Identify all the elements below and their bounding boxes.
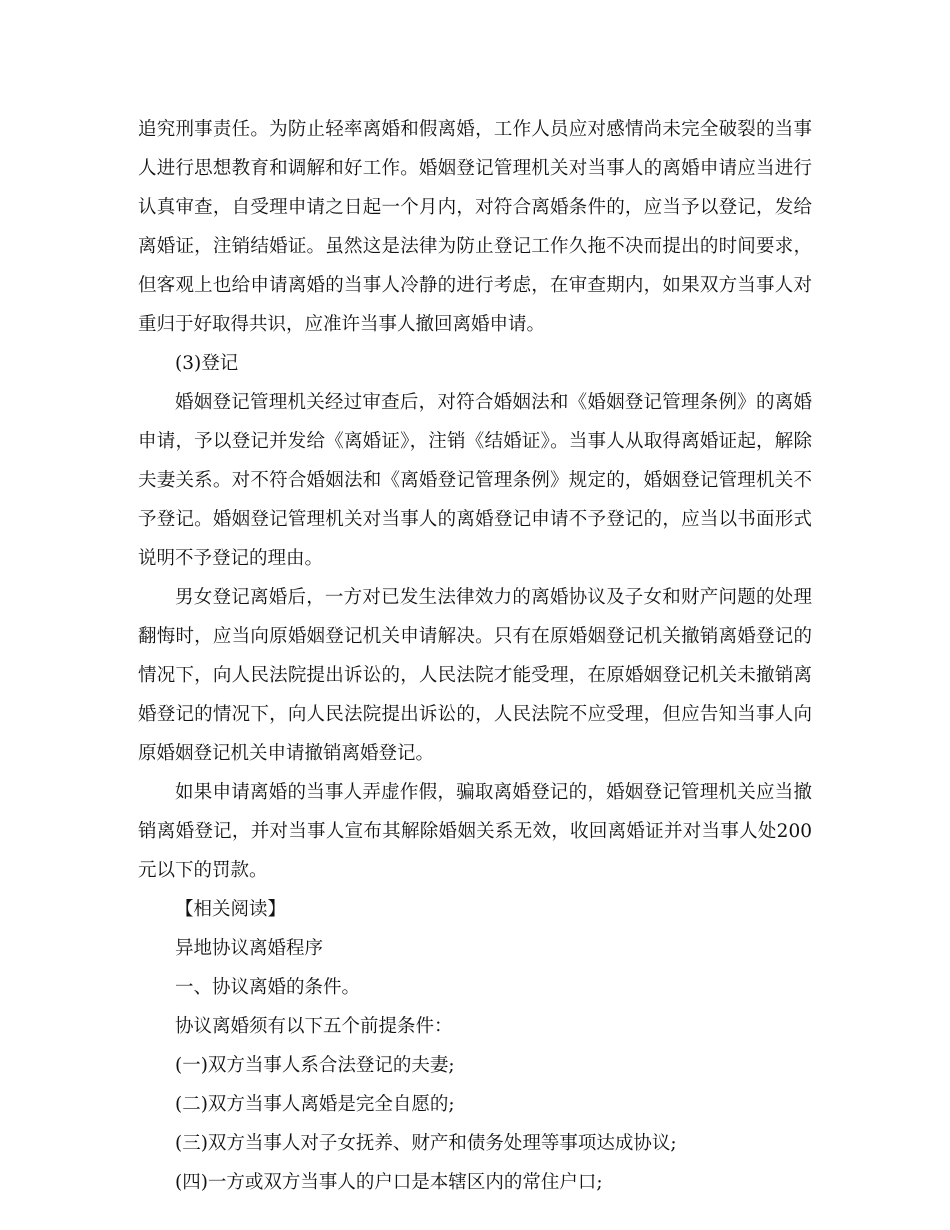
section-heading-conditions: 一、协议离婚的条件。 bbox=[175, 977, 361, 998]
paragraph-review: 追究刑事责任。为防止轻率离婚和假离婚，工作人员应对感情尚未完全破裂的当事人进行思想教育和调解和好工作。婚姻登记管理机关对当事人的离婚申请应当进行认真审查，自受理申请之日起一个月内，对符合离婚条件的，应当予以登记，发给离婚证，注销结婚证。虽然这是法律为防止登记工作久拖不决而提出的时间要求，但客观上也给申请离婚的当事人冷静的进行考虑，在审查期内，如果双方当事人对重归于好取得共识，应准许当事人撤回离婚申请。 bbox=[138, 119, 812, 335]
related-reading-label: 【相关阅读】 bbox=[175, 899, 287, 920]
condition-item-4: (四)一方或双方当事人的户口是本辖区内的常住户口; bbox=[175, 1172, 603, 1193]
document-body bbox=[138, 110, 812, 1202]
paragraph-registration: 婚姻登记管理机关经过审查后，对符合婚姻法和《婚姻登记管理条例》的离婚申请，予以登记并发给《离婚证》，注销《结婚证》。当事人从取得离婚证起，解除夫妻关系。对不符合婚姻法和《离婚登记管理条例》规定的，婚姻登记管理机关不予登记。婚姻登记管理机关对当事人的离婚登记申请不予登记的，应当以书面形式说明不予登记的理由。 bbox=[138, 392, 812, 569]
conditions-intro: 协议离婚须有以下五个前提条件： bbox=[175, 1016, 453, 1037]
paragraph-fraud: 如果申请离婚的当事人弄虚作假，骗取离婚登记的，婚姻登记管理机关应当撤销离婚登记，并对当事人宣布其解除婚姻关系无效，收回离婚证并对当事人处200元以下的罚款。 bbox=[138, 782, 812, 881]
paragraph-regret: 男女登记离婚后，一方对已发生法律效力的离婚协议及子女和财产问题的处理翻悔时，应当向原婚姻登记机关申请解决。只有在原婚姻登记机关撤销离婚登记的情况下，向人民法院提出诉讼的，人民法院才能受理，在原婚姻登记机关未撤销离婚登记的情况下，向人民法院提出诉讼的，人民法院不应受理，但应告知当事人向原婚姻登记机关申请撤销离婚登记。 bbox=[138, 587, 812, 764]
condition-item-2: (二)双方当事人离婚是完全自愿的; bbox=[175, 1094, 455, 1115]
condition-item-3: (三)双方当事人对子女抚养、财产和债务处理等事项达成协议; bbox=[175, 1133, 677, 1154]
heading-registration: (3)登记 bbox=[175, 353, 239, 374]
condition-item-1: (一)双方当事人系合法登记的夫妻; bbox=[175, 1055, 455, 1076]
related-title: 异地协议离婚程序 bbox=[175, 938, 324, 959]
